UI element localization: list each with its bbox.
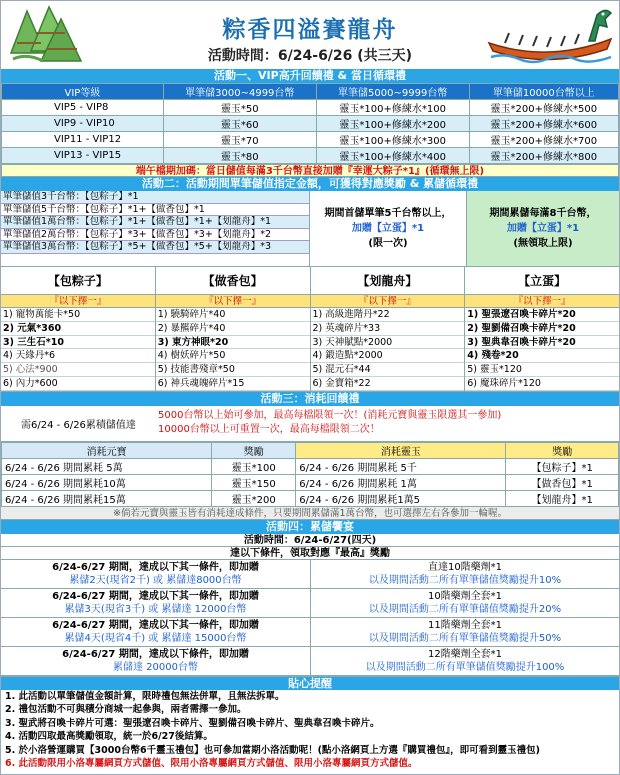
tier-reward xyxy=(311,560,619,588)
table-cell: 6/24 - 6/26 期間累耗 5萬 xyxy=(2,458,212,474)
list-item: 2) 元氣*360 xyxy=(1,322,155,336)
tier-condition-line1: 6/24-6/27 期間，達成以下其一條件，即加贈 xyxy=(52,619,259,631)
event4-tier xyxy=(1,560,619,589)
tier-reward-line1: 11階藥劑全套*1 xyxy=(427,619,503,631)
cumulative-line2: 加贈【立蛋】*1 xyxy=(506,223,580,234)
list-item: 6) 魔珠碎片*120 xyxy=(465,377,619,391)
box-egg xyxy=(465,267,619,391)
table-cell: 靈玉*100+修練水*100 xyxy=(316,100,469,116)
box-title: 【立蛋】 xyxy=(465,267,619,295)
tier-reward-line1: 10階藥劑全套*1 xyxy=(427,590,503,602)
list-item: 4) 殘卷*20 xyxy=(465,349,619,363)
table-cell: 靈玉*150 xyxy=(212,474,296,490)
event4-title: 活動四：累儲饗宴 xyxy=(1,520,619,534)
event2-title: 活動二：活動期間單筆儲值指定金額，可獲得對應獎勵 & 累儲循環禮 xyxy=(1,177,619,191)
tier-condition xyxy=(1,589,311,617)
event3-note: ※倘若元寶與靈玉皆有消耗達成條件，只要期間累儲滿1萬台幣，也可選擇左右各參加一輪喔。 xyxy=(1,507,619,520)
list-item: 1) 寵物萬能卡*50 xyxy=(1,308,155,322)
tier-condition-line1: 6/24-6/27 期間，達成以下其一條件，即加贈 xyxy=(52,590,259,602)
table-header: 單筆儲10000台幣以上 xyxy=(469,84,618,100)
table-cell: VIP5 - VIP8 xyxy=(2,100,164,116)
table-cell: VIP11 - VIP12 xyxy=(2,132,164,148)
table-header: 消耗元寶 xyxy=(2,442,212,458)
event4-tier xyxy=(1,589,619,618)
list-item: 5) 技能書殘章*50 xyxy=(156,363,310,377)
table-cell: 靈玉*200+修練水*600 xyxy=(469,116,618,132)
tier-reward xyxy=(311,618,619,646)
tier-condition xyxy=(1,560,311,588)
box-pick-label: 『以下擇一』 xyxy=(311,295,465,308)
table-cell: 6/24 - 6/26 期間累耗10萬 xyxy=(2,474,212,490)
box-title: 【包粽子】 xyxy=(1,267,155,295)
table-row xyxy=(2,132,619,148)
table-cell: 靈玉*50 xyxy=(163,100,316,116)
table-cell: 6/24 - 6/26 期間累耗 5千 xyxy=(296,458,506,474)
table-header: 消耗靈玉 xyxy=(296,442,506,458)
event3-rule2: 10000台幣以上可重置一次，最高每檔限領二次！ xyxy=(158,424,380,436)
table-cell: 靈玉*200 xyxy=(212,490,296,506)
table-header: 獎勵 xyxy=(212,442,296,458)
table-cell: 靈玉*200+修練水*700 xyxy=(469,132,618,148)
list-item: 5) 混元石*44 xyxy=(311,363,465,377)
table-cell: VIP13 - VIP15 xyxy=(2,148,164,164)
list-item: 6) 神兵魂魄碎片*15 xyxy=(156,377,310,391)
box-sachet xyxy=(156,267,311,391)
tier-condition-line2: 累儲4天(現省4千) 或 累儲達 15000台幣 xyxy=(64,632,247,644)
event1-bonus-note: 端午檔期加碼：當日儲值每滿3千台幣直接加贈『幸運大粽子*1』(循環無上限) xyxy=(1,164,619,177)
list-item: 單筆儲值1萬台幣：【包粽子】*1+【做香包】*1+【划龍舟】*1 xyxy=(1,216,309,229)
page-title: 粽香四溢賽龍舟 xyxy=(222,17,398,43)
event3-left-text: 需6/24 - 6/26累積儲值達 xyxy=(21,419,136,431)
table-cell: 6/24 - 6/26 期間累耗 1萬 xyxy=(296,474,506,490)
table-cell: 靈玉*100+修練水*400 xyxy=(316,148,469,164)
list-item: 3) 天神賦點*2000 xyxy=(311,336,465,350)
list-item: 單筆儲值3萬台幣：【包粽子】*5+【做香包】*5+【划龍舟】*3 xyxy=(1,241,309,254)
list-item: 3. 聖武將召喚卡碎片可選：聖張遼召喚卡碎片、聖劉備召喚卡碎片、聖典韋召喚卡碎片。 xyxy=(5,717,380,729)
tier-condition-line2: 累儲2天(現省2千) 或 累儲達8000台幣 xyxy=(69,574,242,586)
tier-reward-line2: 以及期間活動二所有單筆儲值獎勵提升50% xyxy=(368,632,562,644)
cumulative-line3: (無領取上限) xyxy=(513,238,573,249)
tier-reward-line1: 12階藥劑全套*1 xyxy=(427,648,503,660)
table-header: 單筆儲3000~4999台幣 xyxy=(163,84,316,100)
table-cell: 靈玉*200+修練水*500 xyxy=(469,100,618,116)
event2-panel xyxy=(1,191,619,267)
tier-condition xyxy=(1,647,311,675)
list-item: 單筆儲值5千台幣：【包粽子】*1+【做香包】*1 xyxy=(1,204,309,217)
box-pick-label: 『以下擇一』 xyxy=(1,295,155,308)
list-item: 1) 高級進階丹*22 xyxy=(311,308,465,322)
box-pick-label: 『以下擇一』 xyxy=(156,295,310,308)
first-deposit-line2: 加贈【立蛋】*1 xyxy=(351,223,425,234)
list-item: 單筆儲值2萬台幣：【包粽子】*3+【做香包】*3+【划龍舟】*2 xyxy=(1,229,309,242)
event2-tier-list xyxy=(1,191,309,266)
event3-requirement xyxy=(1,406,619,442)
table-cell: 【划龍舟】*1 xyxy=(506,490,619,506)
table-cell: 靈玉*100+修練水*300 xyxy=(316,132,469,148)
event4-tier xyxy=(1,647,619,676)
tier-condition xyxy=(1,618,311,646)
list-item: 1) 驍騎碎片*40 xyxy=(156,308,310,322)
table-header: 獎勵 xyxy=(506,442,619,458)
tier-condition-line1: 6/24-6/27 期間，達成以下條件，即加贈 xyxy=(62,648,249,660)
list-item: 4) 天緣丹*6 xyxy=(1,349,155,363)
reward-boxes xyxy=(1,267,619,392)
event4-condition: 達以下條件，領取對應『最高』獎勵 xyxy=(1,547,619,560)
list-item: 6) 內力*600 xyxy=(1,377,155,391)
list-item: 3) 聖典韋召喚卡碎片*20 xyxy=(465,336,619,350)
dragon-boat-illustration xyxy=(485,5,615,67)
table-row xyxy=(2,148,619,164)
first-deposit-line1: 期間首儲單筆5千台幣以上， xyxy=(324,208,452,219)
table-row xyxy=(2,474,619,490)
table-cell: 靈玉*70 xyxy=(163,132,316,148)
tier-condition-line1: 6/24-6/27 期間，達成以下其一條件，即加贈 xyxy=(52,561,259,573)
table-row xyxy=(2,458,619,474)
list-item: 2) 暴羆碎片*40 xyxy=(156,322,310,336)
table-cell: VIP9 - VIP10 xyxy=(2,116,164,132)
list-item: 4) 鍛造點*2000 xyxy=(311,349,465,363)
tier-reward-line1: 直達10階藥劑*1 xyxy=(427,561,503,573)
box-title: 【划龍舟】 xyxy=(311,267,465,295)
table-cell: 【包粽子】*1 xyxy=(506,458,619,474)
table-cell: 靈玉*80 xyxy=(163,148,316,164)
tier-reward-line2: 以及期間活動二所有單筆儲值獎勵提升20% xyxy=(368,603,562,615)
table-cell: 靈玉*200+修練水*800 xyxy=(469,148,618,164)
table-header: VIP等級 xyxy=(2,84,164,100)
tier-reward xyxy=(311,589,619,617)
vip-table xyxy=(1,83,619,164)
list-item: 3) 三生石*10 xyxy=(1,336,155,350)
tier-condition-line2: 累儲達 20000台幣 xyxy=(113,661,198,673)
vip-table-header xyxy=(2,84,619,100)
table-row xyxy=(2,100,619,116)
list-item: 單筆儲值3千台幣：【包粽子】*1 xyxy=(1,191,309,204)
box-dragon-boat xyxy=(311,267,466,391)
list-item: 2) 英魂碎片*33 xyxy=(311,322,465,336)
event4-time: 活動時間：6/24-6/27(四天) xyxy=(1,534,619,547)
event-time: 活動時間：6/24-6/26 (共三天) xyxy=(207,48,413,64)
table-cell: 靈玉*100+修練水*200 xyxy=(316,116,469,132)
tips-title: 貼心提醒 xyxy=(1,676,619,690)
header-banner xyxy=(1,1,619,69)
consume-table-header xyxy=(2,442,619,458)
event4-tier xyxy=(1,618,619,647)
box-pick-label: 『以下擇一』 xyxy=(465,295,619,308)
table-row xyxy=(2,490,619,506)
list-item: 3) 東方神眼*20 xyxy=(156,336,310,350)
event3-rule1: 5000台幣以上始可參加，最高每檔限領一次！(消耗元寶與靈玉限選其一參加) xyxy=(158,410,502,422)
tier-reward-line2: 以及期間活動二所有單筆儲值獎勵提升10% xyxy=(368,574,562,586)
tier-reward xyxy=(311,647,619,675)
list-item: 2. 禮包活動不可與積分商城一起參與，兩者需擇一參加。 xyxy=(5,704,247,716)
list-item: 2) 聖劉備召喚卡碎片*20 xyxy=(465,322,619,336)
table-cell: 6/24 - 6/26 期間累耗1萬5 xyxy=(296,490,506,506)
list-item: 5) 心法*900 xyxy=(1,363,155,377)
list-item: 6. 此活動限用小洛專屬網頁方式儲值、限用小洛專屬網頁方式儲值、限用小洛專屬網頁方式儲值。 xyxy=(5,758,418,770)
cumulative-bonus xyxy=(466,191,619,266)
cumulative-line1: 期間累儲每滿8千台幣， xyxy=(489,208,597,219)
table-row xyxy=(2,116,619,132)
tier-condition-line2: 累儲3天(現省3千) 或 累儲達 12000台幣 xyxy=(64,603,247,615)
event3-title: 活動三：消耗回饋禮 xyxy=(1,392,619,406)
list-item: 6) 金寶箱*22 xyxy=(311,377,465,391)
table-header: 單筆儲5000~9999台幣 xyxy=(316,84,469,100)
list-item: 5) 靈玉*120 xyxy=(465,363,619,377)
first-deposit-line3: (限一次) xyxy=(368,238,408,249)
box-zongzi xyxy=(1,267,156,391)
table-cell: 6/24 - 6/26 期間累耗15萬 xyxy=(2,490,212,506)
list-item: 1. 此活動以單筆儲值金額計算，限時禮包無法併單，且無法拆單。 xyxy=(5,690,285,702)
table-cell: 靈玉*100 xyxy=(212,458,296,474)
list-item: 4. 活動四取最高獎勵領取，統一於6/27後結算。 xyxy=(5,731,213,743)
box-title: 【做香包】 xyxy=(156,267,310,295)
event3-rules xyxy=(156,406,619,441)
list-item: 1) 聖張遼召喚卡碎片*20 xyxy=(465,308,619,322)
consume-table xyxy=(1,442,619,507)
list-item: 4) 樹妖碎片*50 xyxy=(156,349,310,363)
table-cell: 【做香包】*1 xyxy=(506,474,619,490)
event1-title: 活動一、VIP高升回饋禮 & 當日循環禮 xyxy=(1,69,619,83)
tips-list xyxy=(1,690,619,771)
list-item: 5. 於小洛營運購買【3000台幣6千靈玉禮包】也可參加當期小洛活動呢！(點小洛網頁上方選『購買禮包』，即可看到靈玉禮包) xyxy=(5,744,541,756)
table-cell: 靈玉*60 xyxy=(163,116,316,132)
tier-reward-line2: 以及期間活動二所有單筆儲值獎勵提升100% xyxy=(365,661,565,673)
first-deposit-bonus xyxy=(309,191,466,266)
